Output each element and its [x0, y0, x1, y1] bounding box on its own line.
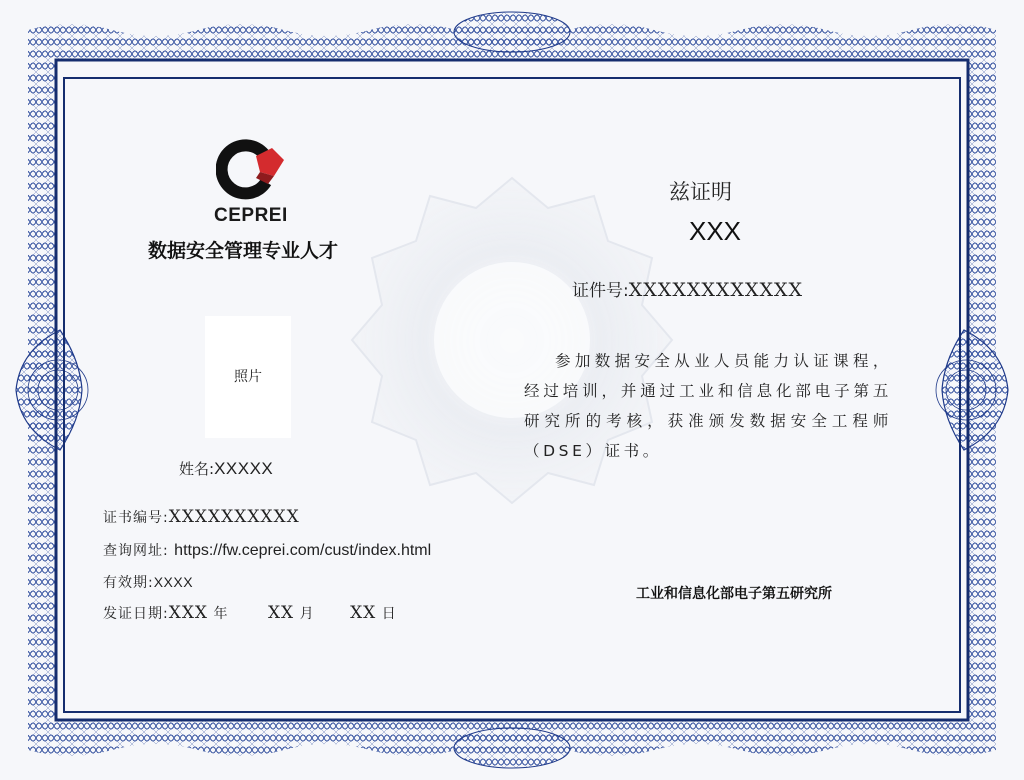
name-row [179, 458, 273, 479]
validity-value: XXXX [153, 574, 194, 590]
day-unit: 日 [381, 606, 397, 622]
photo-placeholder [205, 316, 291, 438]
query-url-row [103, 540, 431, 560]
program-title: 数据安全管理专业人才 [148, 240, 339, 262]
photo-label: 照片 [234, 369, 262, 385]
logo-wordmark: CEPREI [214, 205, 288, 226]
cert-number-label: 证件号: [572, 281, 629, 301]
issue-month: XX [267, 603, 295, 623]
book-number-label: 证书编号: [103, 510, 169, 526]
issue-date-label: 发证日期: [103, 606, 169, 622]
month-unit: 月 [299, 606, 315, 622]
cert-number [572, 276, 803, 301]
name-label: 姓名: [179, 460, 215, 478]
holder-name: XXX [689, 216, 742, 246]
query-url-label: 查询网址: [103, 543, 169, 559]
book-number-row [103, 507, 300, 527]
name-value: XXXXX [214, 459, 274, 478]
cert-number-value: XXXXXXXXXXXX [628, 279, 804, 301]
issue-day: XX [350, 603, 377, 623]
query-url-link[interactable]: https://fw.ceprei.com/cust/index.html [174, 542, 432, 559]
issue-year: XXX [168, 603, 209, 623]
book-number-value: XXXXXXXXXX [168, 507, 300, 527]
ceprei-logo-icon [216, 138, 286, 202]
certification-statement: 参加数据安全从业人员能力认证课程，经过培训，并通过工业和信息化部电子第五研究所的考核，获准颁发数据安全工程师（DSE）证书。 [524, 352, 892, 460]
issue-date-row [103, 603, 397, 623]
hereby-certify: 兹证明 [669, 180, 732, 204]
issuing-organization: 工业和信息化部电子第五研究所 [636, 586, 832, 602]
validity-label: 有效期: [103, 575, 154, 591]
year-unit: 年 [213, 606, 229, 622]
validity-row [103, 572, 193, 592]
